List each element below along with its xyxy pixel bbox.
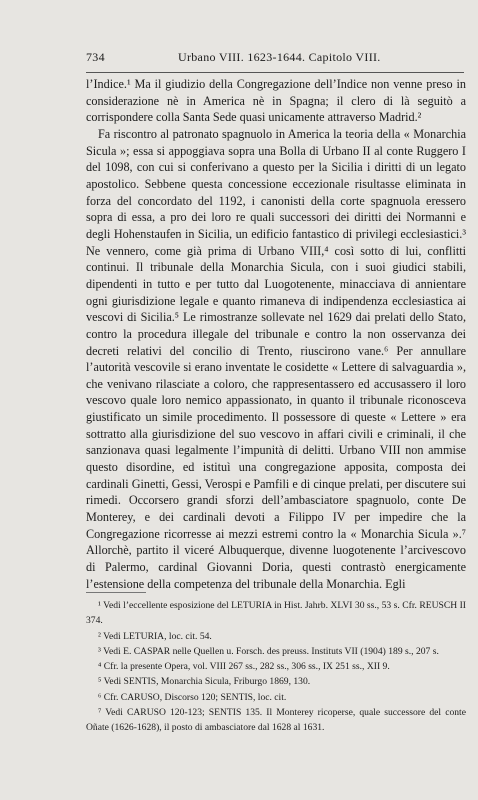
running-header — [86, 50, 464, 66]
footnote-separator — [86, 592, 146, 593]
footnote: ² Vedi LETURIA, loc. cit. 54. — [98, 630, 212, 642]
paragraph: l’Indice.¹ Ma il giudizio della Congregazione dell’Indice non venne preso in considerazione nè in America nè in Spagna; il clero di là seguitò a corrispondere colla Santa Sede quasi unicamente attraverso Madrid.² — [86, 77, 466, 125]
footnote: ¹ Vedi l’eccellente esposizione del LETURIA in Hist. Jahrb. XLVI 30 ss., 53 s. Cfr. REUSCH II 374. — [86, 600, 466, 627]
paragraph: Fa riscontro al patronato spagnuolo in America la teoria della « Monarchia Sicula »; essa si appoggiava sopra una Bolla di Urbano II al conte Ruggero I del 1098, con cui si conferivano a questo per la Sicilia i diritti di un legato apostolico. Sebbene questa concessione eccezionale risultasse eliminata in forza del concordato del 1192, i canonisti della corte spagnuola eressero sopra di essa, a pro dei loro re quali successori dei diritti dei Normanni e degli Hohenstaufen in Sicilia, un edificio fantastico di privilegi ecclesiastici.³ Ne vennero, come già prima di Urbano VIII,⁴ così sotto di lui, conflitti continui. Il tribunale della Monarchia Sicula, con i suoi giudici stabili, dipendenti in tutto e per tutto dal Luogotenente, minacciava di annientare ogni giurisdizione legale e quanto rimaneva di indipendenza ecclesiastica ai vescovi di Sicilia.⁵ Le rimostranze sollevate nel 1629 dai prelati dello Stato, contro la procedura illegale del tribunale e contro la non osservanza dei decreti relativi del concilio di Trento, riuscirono vane.⁶ Per annullare l’autorità vescovile si erano inventate le cosidette « Lettere di salvaguardia », che venivano rilasciate a coloro, che rappresentassero ed accusassero il loro vescovo quale loro nemico appassionato, in quanto il tribunale riconosceva giustificato un simile procedimento. Il possessore di queste « Lettere » era sottratto alla giurisdizione del suo vescovo in affari civili e criminali, il che sanzionava quasi legalmente l’impunità di delitti. Urbano VIII non ammise questo disordine, ed istituì una congregazione apposita, composta dei cardinali Ginetti, Gessi, Verospi e Pamfili e di cinque prelati, per discutere sui rimedi. Occorsero grandi sforzi dell’ambasciatore spagnuolo, conte De Monterey, e dei cardinali devoti a Filippo IV per impedire che la Congregazione ricorresse ai mezzi estremi contro la « Monarchia Sicula ».⁷ Allorchè, partito il viceré Albuquerque, divenne luogotenente l’arcivescovo di Palermo, cardinal Giovanni Doria, questi contrastò energicamente l’estensione della competenza del tribunale della Monarchia. Egli — [86, 126, 466, 591]
body-text — [86, 76, 466, 592]
page-number: 734 — [86, 50, 105, 64]
footnote: ³ Vedi E. CASPAR nelle Quellen u. Forsch. des preuss. Instituts VII (1904) 189 s., 207 s. — [98, 645, 439, 657]
footnotes — [86, 598, 466, 736]
footnote: ⁴ Cfr. la presente Opera, vol. VIII 267 ss., 282 ss., 306 ss., IX 251 ss., XII 9. — [98, 661, 390, 673]
running-title: Urbano VIII. 1623-1644. Capitolo VIII. — [178, 50, 381, 64]
header-rule — [86, 72, 464, 73]
footnote: ⁵ Vedi SENTIS, Monarchia Sicula, Friburgo 1869, 130. — [98, 676, 311, 688]
footnote: ⁷ Vedi CARUSO 120-123; SENTIS 135. Il Monterey ricoperse, quale successore del conte Oñate (1626-1628), il posto di ambasciatore dal 1628 al 1631. — [86, 707, 466, 734]
footnote: ⁶ Cfr. CARUSO, Discorso 120; SENTIS, loc. cit. — [98, 691, 287, 703]
